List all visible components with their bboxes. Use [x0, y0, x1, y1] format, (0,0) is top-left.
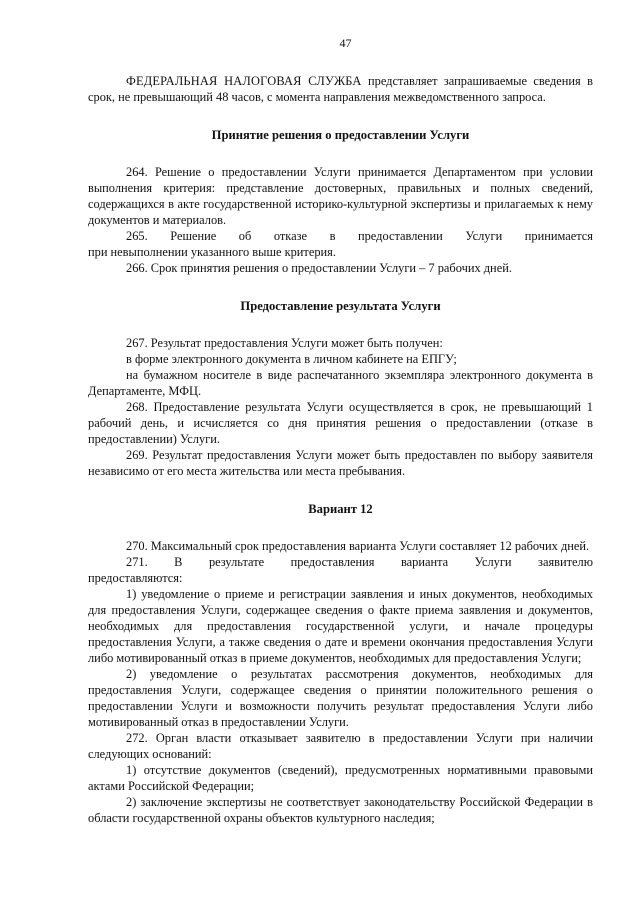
paragraph-270: 270. Максимальный срок предоставления варианта Услуги составляет 12 рабочих дней. — [126, 539, 590, 553]
paragraph-267-a: в форме электронного документа в личном кабинете на ЕПГУ; — [126, 352, 457, 366]
paragraph-272: 272. Орган власти отказывает заявителю в предоставлении Услуги при наличии следующих оснований: — [88, 731, 593, 761]
section-title-variant: Вариант 12 — [308, 502, 373, 516]
section-title-decision: Принятие решения о предоставлении Услуги — [211, 128, 470, 142]
paragraph-269: 269. Результат предоставления Услуги может быть предоставлен по выбору заявителя независимо от его места жительства или места пребывания. — [88, 448, 593, 478]
paragraph-272-2: 2) заключение экспертизы не соответствует законодательству Российской Федерации в области государственной охраны объектов культурного наследия; — [88, 795, 593, 825]
intro-text: представляет запрашиваемые сведения в срок, не превышающий 48 часов, с момента направления межведомственного запроса. — [88, 74, 593, 104]
intro-paragraph — [88, 73, 593, 105]
paragraph-266: 266. Срок принятия решения о предоставлении Услуги – 7 рабочих дней. — [126, 261, 512, 275]
page-number: 47 — [339, 36, 352, 50]
paragraph-267: 267. Результат предоставления Услуги может быть получен: — [126, 336, 443, 350]
paragraph-268: 268. Предоставление результата Услуги осуществляется в срок, не превышающий 1 рабочий день, и исчисляется со дня принятия решения о предоставлении (отказе в предоставлении) Услуги. — [88, 400, 593, 446]
paragraph-271-2: 2) уведомление о результатах рассмотрения документов, необходимых для предоставления Услуги, содержащее сведения о принятии положительного решения о предоставлении Услуги и возможности получить результат предоставления Услуги либо мотивированный отказ в предоставлении Услуги. — [88, 667, 593, 729]
paragraph-265-line1: 265. Решение об отказе в предоставлении Услуги принимается — [126, 229, 593, 243]
paragraph-267-b: на бумажном носителе в виде распечатанного экземпляра электронного документа в Департаменте, МФЦ. — [88, 368, 593, 398]
paragraph-271-1: 1) уведомление о приеме и регистрации заявления и иных документов, необходимых для предоставления Услуги, содержащее сведения о факте приема заявления и документов, необходимых для предоставления государственной услуги, и начале процедуры предоставления Услуги, а также сведения о дате и времени окончания предоставления Услуги либо мотивированный отказ в приеме документов, необходимых для предоставления Услуги; — [88, 587, 593, 665]
section-title-result: Предоставление результата Услуги — [240, 299, 441, 313]
paragraph-264: 264. Решение о предоставлении Услуги принимается Департаментом при условии выполнения критерия: представление достоверных, правильных и полных сведений, содержащихся в акте государственной историко-культурной экспертизы и прилагаемых к нему документов и материалов. — [88, 165, 593, 227]
paragraph-272-1: 1) отсутствие документов (сведений), предусмотренных нормативными правовыми актами Российской Федерации; — [88, 763, 593, 793]
paragraph-271-line1: 271. В результате предоставления варианта Услуги заявителю — [126, 555, 593, 569]
paragraph-271-line2: предоставляются: — [88, 571, 183, 585]
org-name: ФЕДЕРАЛЬНАЯ НАЛОГОВАЯ СЛУЖБА — [126, 74, 362, 88]
paragraph-265-line2: при невыполнении указанного выше критерия. — [88, 245, 336, 259]
